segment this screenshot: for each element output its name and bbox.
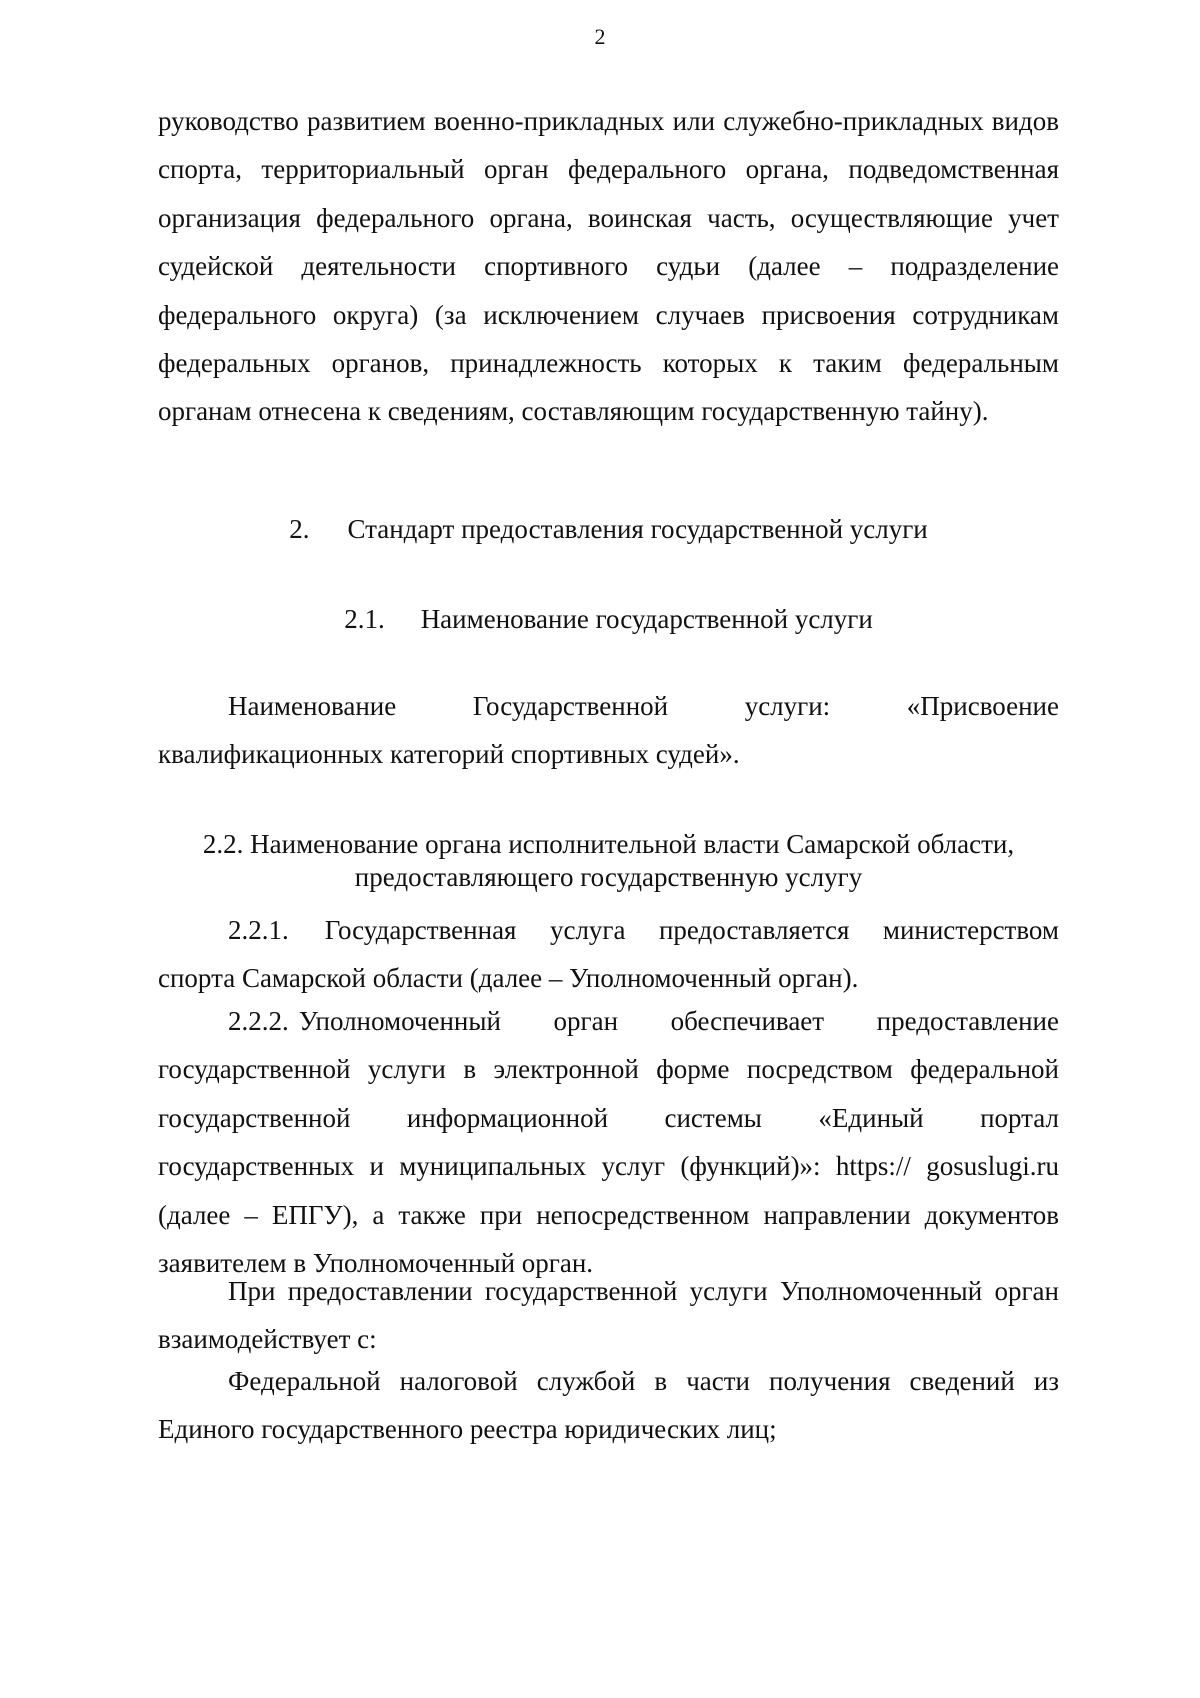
paragraph-intro: руководство развитием военно-прикладных или служебно-прикладных видов спорта, территориальный орган федерального органа, подведомственная организация федерального органа, воинская часть, осуществляющие учет судейской деятельности спортивного судьи (далее – подразделение федерального округа) (за исключением случаев присвоения сотрудникам федеральных органов, принадлежность которых к таким федеральным органам отнесена к сведениям, составляющим государственную тайну). — [158, 106, 1059, 427]
section-2-1-number: 2.1. — [344, 604, 385, 634]
paragraph-2-2-1 — [158, 906, 1059, 1003]
paragraph-fns: Федеральной налоговой службой в части получения сведений из Единого государственного реестра юридических лиц; — [158, 1366, 1059, 1445]
service-name-line-1: Наименование Государственной услуги: «Присвоение — [228, 691, 1059, 721]
paragraph-service-name — [158, 682, 1059, 779]
paragraph-2-2-2-number: 2.2.2. — [228, 1006, 289, 1036]
paragraph-2-2-1-text: Государственная услуга предоставляется министерством спорта Самарской области (далее – Уполномоченный орган). — [158, 915, 1059, 994]
paragraph-2-2-2-text: Уполномоченный орган обеспечивает предоставление государственной услуги в электронной форме посредством федеральной государственной информационной системы «Единый портал государственных и муниципальных услуг (функций)»: https:// gosuslugi.ru (далее – ЕПГУ), а также при непосредственном направлении документов заявителем в Уполномоченный орган. — [158, 1006, 1059, 1279]
section-2-number: 2. — [289, 514, 310, 544]
service-name-line-2: квалификационных категорий спортивных судей». — [158, 739, 740, 770]
section-2-2-heading — [158, 828, 1059, 894]
paragraph-interaction: При предоставлении государственной услуги Уполномоченный орган взаимодействует с: — [158, 1276, 1059, 1355]
section-2-1-title: Наименование государственной услуги — [420, 604, 873, 634]
paragraph-2-2-2 — [158, 997, 1059, 1287]
section-2-title: Стандарт предоставления государственной услуги — [347, 514, 928, 544]
section-2-2-line-2: предоставляющего государственную услугу — [354, 862, 863, 892]
section-2-2-line-1: 2.2. Наименование органа исполнительной власти Самарской области, — [202, 829, 1015, 859]
paragraph-2-2-1-number: 2.2.1. — [228, 915, 289, 945]
page-number: 2 — [594, 24, 606, 49]
section-2-heading — [158, 513, 1059, 546]
section-2-1-heading — [158, 603, 1059, 636]
